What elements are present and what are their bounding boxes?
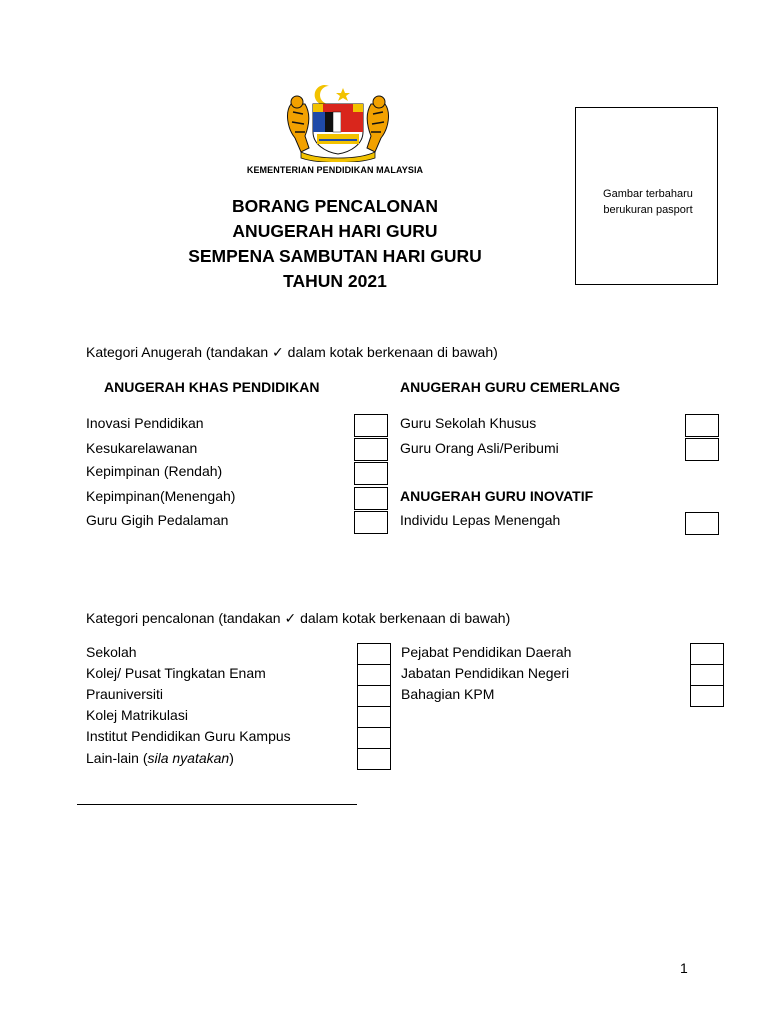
option-label: Bahagian KPM (401, 686, 495, 702)
form-title: BORANG PENCALONAN (231, 196, 439, 216)
checkbox-kolej-pusat-tingkatan-enam[interactable] (357, 664, 391, 686)
option-label: Guru Sekolah Khusus (400, 415, 537, 431)
award-title: ANUGERAH HARI GURU (232, 221, 438, 241)
option-label: Individu Lepas Menengah (400, 512, 561, 528)
checkbox-kepimpinan-menengah[interactable] (354, 487, 388, 510)
checkbox-kolej-matrikulasi[interactable] (357, 706, 391, 728)
option-label: Institut Pendidikan Guru Kampus (86, 728, 291, 744)
specify-hint: sila nyatakan (147, 750, 230, 766)
checkbox-institut-pendidikan-guru[interactable] (357, 727, 391, 749)
photo-box-caption (588, 186, 708, 218)
option-label: Jabatan Pendidikan Negeri (401, 665, 570, 681)
checkbox-kesukarelawanan[interactable] (354, 438, 388, 461)
photo-caption-line-2: berukuran pasport (603, 204, 693, 216)
option-label: Pejabat Pendidikan Daerah (401, 644, 572, 660)
instruction-text: Kategori Anugerah (tandakan (86, 344, 273, 360)
page-number: 1 (680, 960, 688, 976)
option-label: Kesukarelawanan (86, 440, 198, 456)
option-label: Inovasi Pendidikan (86, 415, 204, 431)
year-title: TAHUN 2021 (283, 271, 387, 291)
checkbox-lain-lain[interactable] (357, 748, 391, 770)
other-text: Lain-lain ( (86, 750, 148, 766)
checkbox-bahagian-kpm[interactable] (690, 685, 724, 707)
other-option-label (86, 749, 234, 767)
option-label: Kepimpinan(Menengah) (86, 488, 236, 504)
checkbox-pejabat-pendidikan-daerah[interactable] (690, 643, 724, 665)
special-education-award-heading: ANUGERAH KHAS PENDIDIKAN (104, 379, 320, 395)
excellent-teacher-award-heading: ANUGERAH GURU CEMERLANG (400, 379, 621, 395)
nomination-category-instruction (86, 609, 510, 627)
checkbox-jabatan-pendidikan-negeri[interactable] (690, 664, 724, 686)
checkbox-guru-orang-asli[interactable] (685, 438, 719, 461)
instruction-text: dalam kotak berkenaan di bawah) (283, 344, 498, 360)
specify-answer-line[interactable] (77, 804, 357, 805)
innovative-teacher-award-heading: ANUGERAH GURU INOVATIF (400, 488, 594, 504)
option-label: Prauniversiti (86, 686, 164, 702)
checkmark-icon: ✓ (272, 344, 284, 360)
checkbox-guru-sekolah-khusus[interactable] (685, 414, 719, 437)
award-category-instruction (86, 343, 498, 361)
option-label: Kepimpinan (Rendah) (86, 463, 223, 479)
occasion-title: SEMPENA SAMBUTAN HARI GURU (188, 246, 482, 266)
option-label: Guru Gigih Pedalaman (86, 512, 229, 528)
option-label: Kolej Matrikulasi (86, 707, 188, 723)
instruction-text: Kategori pencalonan (tandakan (86, 610, 285, 626)
checkbox-inovasi-pendidikan[interactable] (354, 414, 388, 437)
option-label: Sekolah (86, 644, 137, 660)
checkmark-icon: ✓ (284, 610, 297, 626)
checkbox-sekolah[interactable] (357, 643, 391, 665)
other-text: ) (229, 750, 234, 766)
option-label: Guru Orang Asli/Peribumi (400, 440, 559, 456)
instruction-text: dalam kotak berkenaan di bawah) (296, 610, 511, 626)
checkbox-prauniversiti[interactable] (357, 685, 391, 707)
photo-caption-line-1: Gambar terbaharu (603, 188, 693, 200)
ministry-name: KEMENTERIAN PENDIDIKAN MALAYSIA (246, 165, 424, 175)
checkbox-kepimpinan-rendah[interactable] (354, 462, 388, 485)
option-label: Kolej/ Pusat Tingkatan Enam (86, 665, 266, 681)
checkbox-individu-lepas-menengah[interactable] (685, 512, 719, 535)
checkbox-guru-gigih-pedalaman[interactable] (354, 511, 388, 534)
coat-of-arms-icon (283, 82, 393, 162)
